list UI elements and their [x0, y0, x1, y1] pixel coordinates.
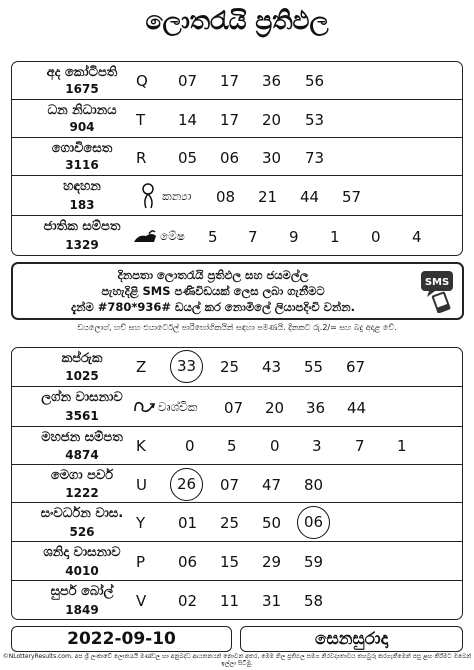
- draw-number: 526: [69, 525, 95, 539]
- letter: U: [136, 476, 147, 494]
- number: 20: [262, 111, 282, 129]
- result-date: 2022-09-10: [11, 626, 232, 652]
- number: 25: [220, 358, 240, 376]
- number: 5: [227, 437, 237, 455]
- result-row: [12, 175, 462, 216]
- number: 07: [224, 399, 244, 417]
- number: 58: [304, 592, 324, 610]
- lottery-name: මෙගා පවර්: [50, 468, 114, 483]
- number: 36: [262, 72, 282, 90]
- sms-phone-icon: [419, 269, 455, 313]
- number: 3: [312, 437, 322, 455]
- lottery-name: හඳහන: [63, 179, 101, 194]
- number: 73: [305, 149, 325, 167]
- number: 07: [178, 72, 198, 90]
- number: 01: [178, 514, 198, 532]
- number: 36: [306, 399, 326, 417]
- number: 9: [289, 228, 299, 246]
- number: 1: [330, 228, 340, 246]
- number: 15: [220, 553, 240, 571]
- number: 50: [262, 514, 282, 532]
- draw-number: 1025: [65, 369, 99, 383]
- result-row: [12, 502, 462, 542]
- number: 05: [178, 149, 198, 167]
- number: 17: [220, 111, 240, 129]
- number: 06: [178, 553, 198, 571]
- letter: V: [136, 592, 147, 610]
- page-title: ලොතරැයි ප්‍රතිඵල: [145, 6, 329, 35]
- number: 59: [304, 553, 324, 571]
- number: 7: [355, 437, 365, 455]
- letter: K: [136, 437, 146, 455]
- result-row: [12, 348, 462, 386]
- zodiac-sign: මේෂ: [160, 229, 185, 243]
- lottery-name: කප්රුක: [61, 351, 103, 366]
- letter: P: [136, 553, 146, 571]
- number: 0: [371, 228, 381, 246]
- result-row: [12, 541, 462, 581]
- number: 30: [262, 149, 282, 167]
- draw-number: 3561: [65, 409, 99, 423]
- letter: Z: [136, 358, 147, 376]
- letter: Y: [136, 514, 146, 532]
- result-row: [12, 464, 462, 503]
- number: 25: [220, 514, 240, 532]
- lottery-name: ශනිදා වාසනාව: [43, 545, 121, 560]
- draw-number: 3116: [65, 158, 99, 172]
- number-circled: 26: [170, 468, 203, 501]
- number: 43: [262, 358, 282, 376]
- letter: T: [136, 111, 146, 129]
- result-row: [12, 99, 462, 138]
- number: 31: [262, 592, 282, 610]
- number: 53: [305, 111, 325, 129]
- number: 55: [304, 358, 324, 376]
- info-line-1: දිනපතා ලොතරැයි ප්‍රතිඵල සහ ජයමල්ල: [117, 268, 309, 282]
- result-day: සෙනසුරාදා: [240, 626, 463, 652]
- top-results-table: [11, 61, 463, 256]
- lottery-name: සංවර්ධන වාස.: [40, 506, 124, 521]
- number: 17: [220, 72, 240, 90]
- lottery-name: මහජන සම්පත: [41, 430, 123, 445]
- number: 5: [208, 228, 218, 246]
- number: 14: [178, 111, 198, 129]
- number: 80: [304, 476, 324, 494]
- number: 44: [300, 188, 320, 206]
- lottery-name: ජාතික සම්පත: [43, 219, 121, 234]
- lottery-name: ගොවිසෙත: [51, 141, 113, 156]
- draw-number: 1222: [65, 486, 99, 500]
- draw-number: 904: [69, 120, 95, 134]
- bottom-results-table: [11, 347, 463, 620]
- info-line-3: දැන්ම #780*936# ඩයල් කර නොමිලේ ලියාපදිංචි වන්න.: [71, 300, 355, 314]
- number: 06: [220, 149, 240, 167]
- result-row: [12, 62, 462, 99]
- result-row: [12, 215, 462, 256]
- footer-disclaimer: ©NLotteryResults.com. අප ශ්‍රී ලංකාවේ ලොතරැයි මණ්ඩල හා අනුබද්ධ ආයතනයන් නොවන අතර, මෙම නිල ප්‍රතිඵල සමග නිරවද්‍යතාවය තහවුරු කරගැනීමෙන් පසු ළඟ කිරීමට ඔබෙන් ඉල්ලා සිටිමු.: [2, 653, 472, 667]
- disclaimer-text: ඩයලොග්, හච් සහ එයාර්ටෙල් පාරිභෝගිකයින් සඳහා පමණයි. දිනකට රු.2/= සහ බදු අදාළ වේ.: [77, 323, 397, 332]
- number: 0: [185, 437, 195, 455]
- draw-number: 183: [69, 198, 95, 212]
- lottery-name: ධන නිධානය: [47, 103, 117, 118]
- result-row: [12, 426, 462, 465]
- zodiac-sign: කන්‍යා: [162, 189, 192, 203]
- draw-number: 1329: [65, 238, 99, 252]
- number: 47: [262, 476, 282, 494]
- draw-number: 4010: [65, 564, 99, 578]
- lottery-name: සුපර් බෝල්: [50, 584, 114, 599]
- scorpio-icon: [132, 397, 156, 417]
- zodiac-sign: වෘශ්චික: [158, 400, 198, 414]
- result-row: [12, 137, 462, 176]
- number: 02: [178, 592, 198, 610]
- number: 0: [270, 437, 280, 455]
- number: 57: [342, 188, 362, 206]
- number: 20: [265, 399, 285, 417]
- draw-number: 4874: [65, 448, 99, 462]
- number: 21: [258, 188, 278, 206]
- info-line-2: පැහැදිළි SMS පණිවිඩයක් ලෙස ලබා ගැනීමට: [101, 284, 325, 298]
- number: 11: [220, 592, 240, 610]
- number-circled: 06: [297, 506, 330, 539]
- number: 4: [412, 228, 422, 246]
- letter: R: [136, 149, 147, 167]
- number: 08: [216, 188, 236, 206]
- draw-number: 1675: [65, 82, 99, 96]
- virgo-icon: [140, 182, 158, 210]
- number-circled: 33: [170, 350, 203, 383]
- number: 44: [347, 399, 367, 417]
- letter: Q: [136, 72, 148, 90]
- number: 7: [248, 228, 258, 246]
- result-row: [12, 580, 462, 620]
- ram-icon: [132, 228, 158, 246]
- number: 29: [262, 553, 282, 571]
- number: 07: [220, 476, 240, 494]
- number: 67: [346, 358, 366, 376]
- sms-icon-label: SMS: [424, 277, 450, 288]
- draw-number: 1849: [65, 603, 99, 617]
- sms-info-box: [11, 262, 464, 320]
- number: 1: [397, 437, 407, 455]
- number: 56: [305, 72, 325, 90]
- lottery-name: ලග්න වාසනාව: [41, 390, 123, 405]
- lottery-name: අද කෝටිපති: [46, 65, 118, 80]
- result-row: [12, 386, 462, 427]
